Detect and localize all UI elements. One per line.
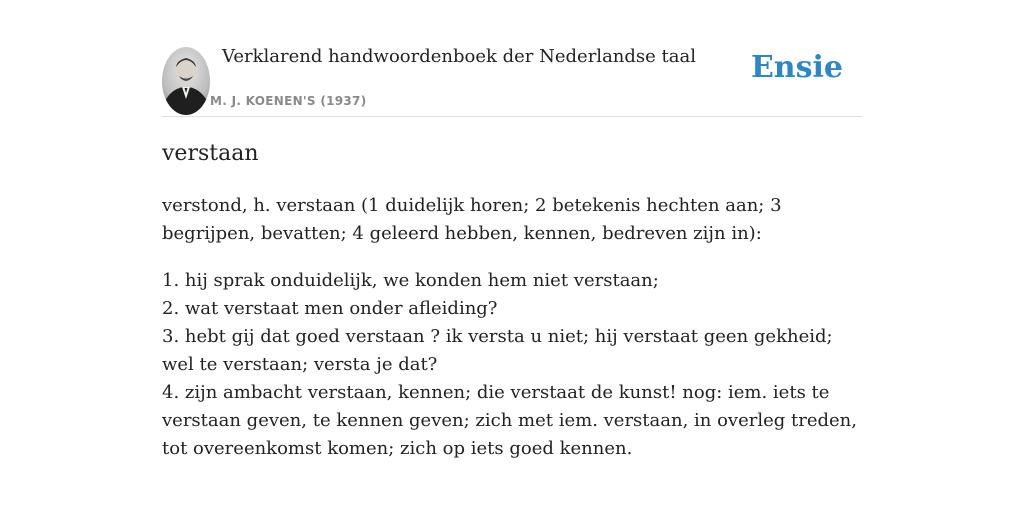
entry-body — [162, 192, 862, 463]
book-title[interactable]: Verklarend handwoordenboek der Nederlandse taal — [222, 46, 696, 67]
entry-headword: verstaan — [162, 141, 259, 166]
author-portrait-icon — [162, 47, 210, 115]
example-2: 2. wat verstaat men onder afleiding? — [162, 298, 498, 319]
example-1: 1. hij sprak onduidelijk, we konden hem niet verstaan; — [162, 270, 659, 291]
example-3: 3. hebt gij dat goed verstaan ? ik versta u niet; hij verstaat geen gekheid; wel te verstaan; versta je dat? — [162, 326, 833, 375]
page — [162, 0, 862, 459]
ensie-logo-link[interactable]: Ensie — [750, 50, 843, 85]
entry-definition: verstond, h. verstaan (1 duidelijk horen; 2 betekenis hechten aan; 3 begrijpen, bevatten; 4 geleerd hebben, kennen, bedreven zijn in): — [162, 195, 782, 244]
book-header — [162, 0, 862, 117]
example-4: 4. zijn ambacht verstaan, kennen; die verstaat de kunst! nog: iem. iets te verstaan geven, te kennen geven; zich met iem. verstaan, in overleg treden, tot overeenkomst komen; zich op iets goed kennen. — [162, 382, 857, 459]
book-author: M. J. KOENEN'S (1937) — [210, 94, 367, 108]
